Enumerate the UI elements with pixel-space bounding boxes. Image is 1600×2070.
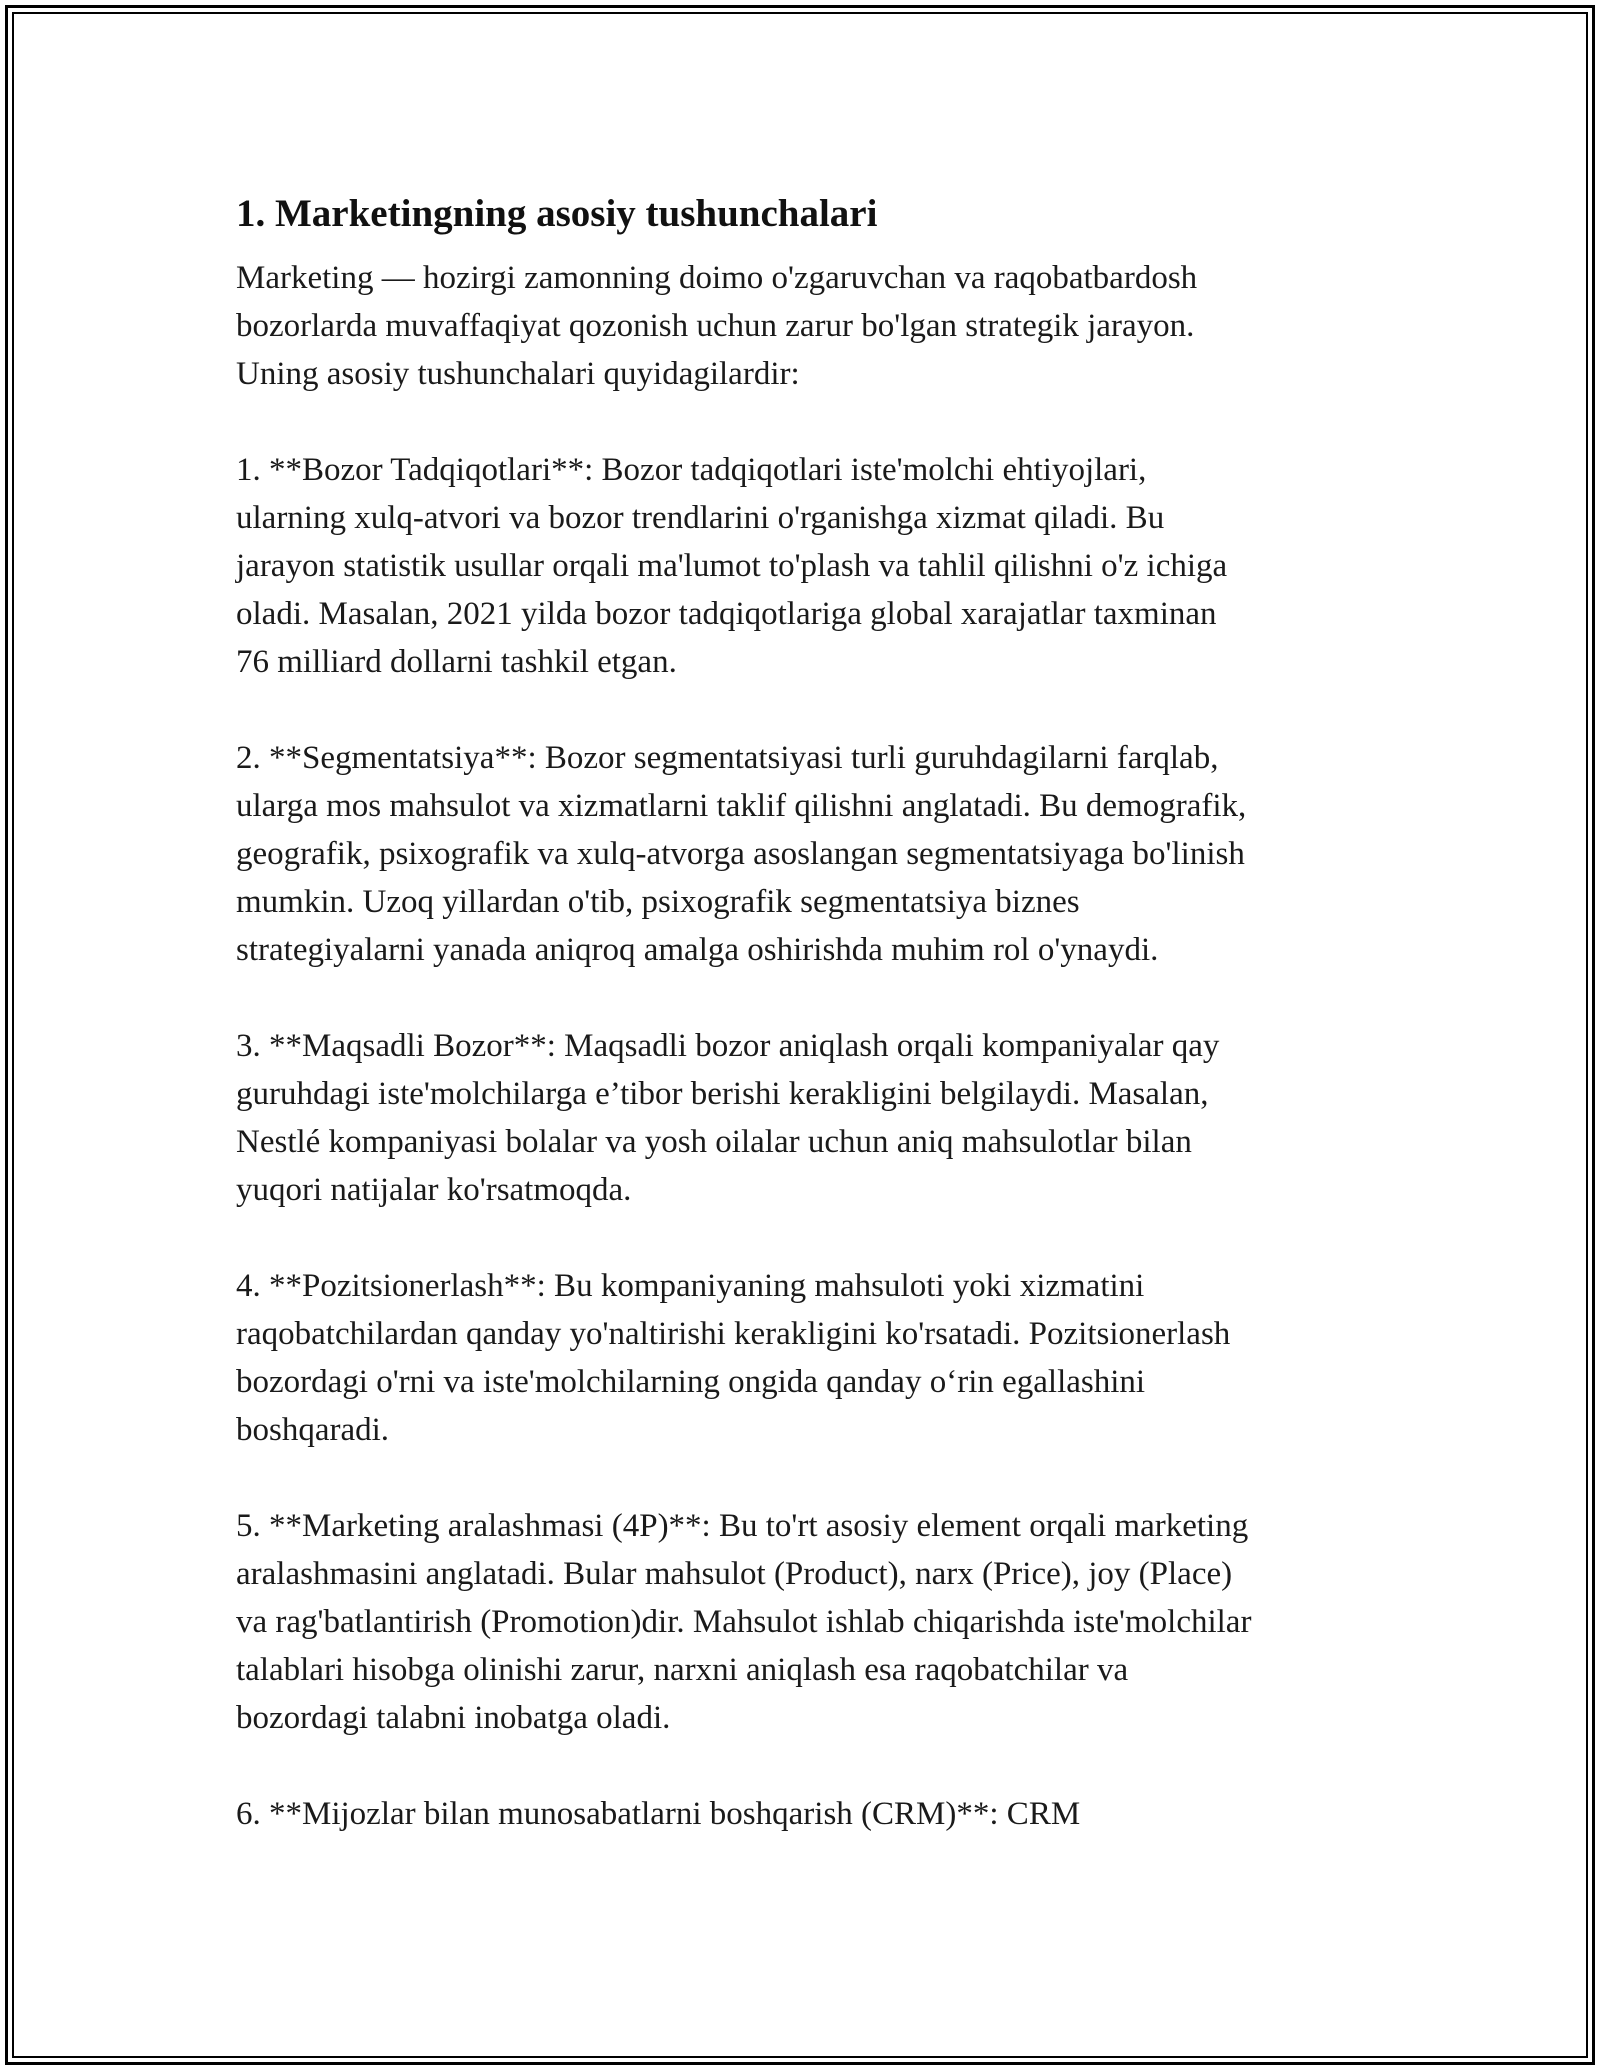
section-heading: 1. Marketingning asosiy tushunchalari [236,192,878,235]
paragraph-pozitsionerlash: 4. **Pozitsionerlash**: Bu kompaniyaning mahsuloti yoki xizmatini raqobatchilardan qanday yo'naltirishi kerakligini ko'rsatadi. Pozitsionerlash bozordagi o'rni va iste'molchilarning ongida qanday o‘rin egallashini boshqaradi. [236,1268,1231,1448]
paragraph-marketing-aralashmasi: 5. **Marketing aralashmasi (4P)**: Bu to'rt asosiy element orqali marketing aralashmasini anglatadi. Bular mahsulot (Product), narx (Price), joy (Place) va rag'batlantirish (Promotion)dir. Mahsulot ishlab chiqarishda iste'molchilar talablari hisobga olinishi zarur, narxni aniqlash esa raqobatchilar va bozordagi talabni inobatga oladi. [236,1508,1252,1736]
document-body [236,186,1386,1886]
paragraph-segmentatsiya: 2. **Segmentatsiya**: Bozor segmentatsiyasi turli guruhdagilarni farqlab, ularga mos mahsulot va xizmatlarni taklif qilishni anglatadi. Bu demografik, geografik, psixografik va xulq-atvorga asoslangan segmentatsiyaga bo'linish mumkin. Uzoq yillardan o'tib, psixografik segmentatsiya biznes strategiyalarni yanada aniqroq amalga oshirishda muhim rol o'ynaydi. [236,740,1247,968]
intro-paragraph: Marketing — hozirgi zamonning doimo o'zgaruvchan va raqobatbardosh bozorlarda muvaffaqiyat qozonish uchun zarur bo'lgan strategik jarayon. Uning asosiy tushunchalari quyidagilardir: [236,260,1198,392]
paragraph-bozor-tadqiqotlari: 1. **Bozor Tadqiqotlari**: Bozor tadqiqotlari iste'molchi ehtiyojlari, ularning xulq-atvori va bozor trendlarini o'rganishga xizmat qiladi. Bu jarayon statistik usullar orqali ma'lumot to'plash va tahlil qilishni o'z ichiga oladi. Masalan, 2021 yilda bozor tadqiqotlariga global xarajatlar taxminan 76 milliard dollarni tashkil etgan. [236,452,1228,680]
paragraph-maqsadli-bozor: 3. **Maqsadli Bozor**: Maqsadli bozor aniqlash orqali kompaniyalar qay guruhdagi iste'molchilarga e’tibor berishi kerakligini belgilaydi. Masalan, Nestlé kompaniyasi bolalar va yosh oilalar uchun aniq mahsulotlar bilan yuqori natijalar ko'rsatmoqda. [236,1028,1220,1208]
paragraph-crm: 6. **Mijozlar bilan munosabatlarni boshqarish (CRM)**: CRM [236,1796,1081,1832]
